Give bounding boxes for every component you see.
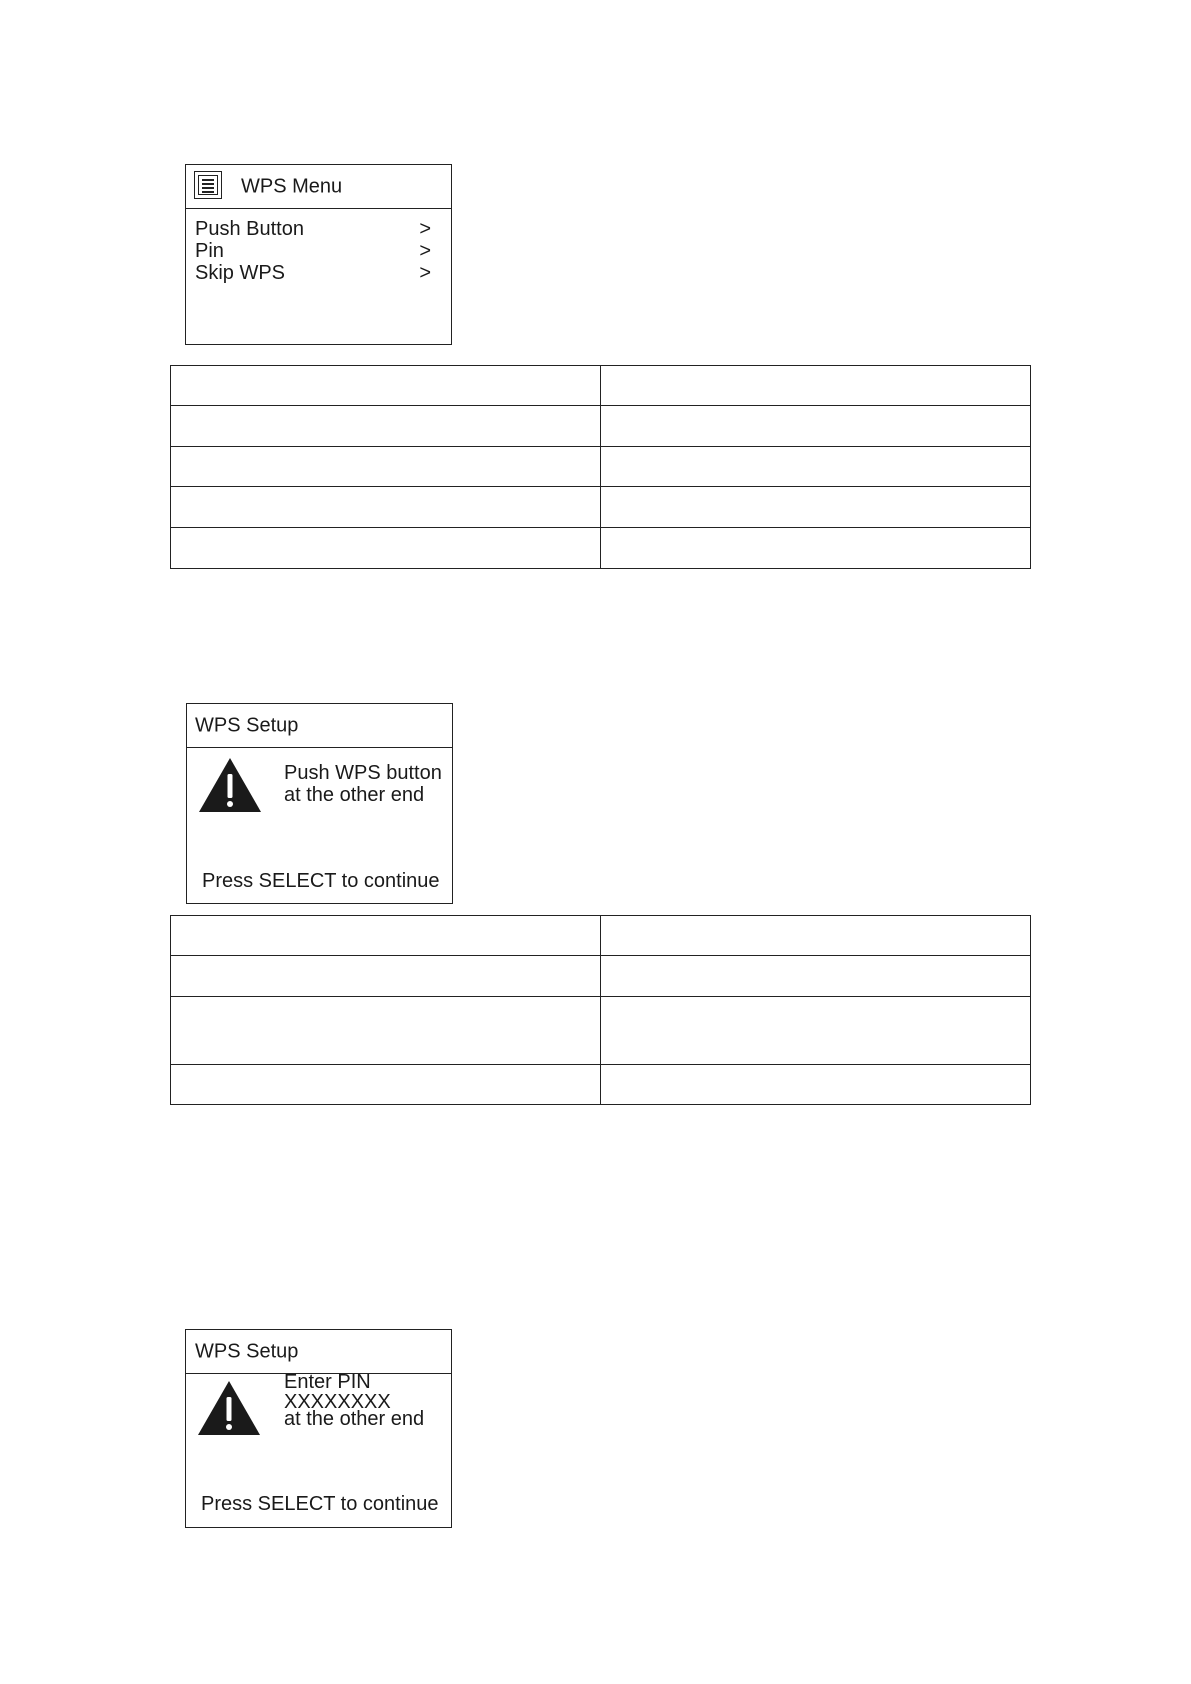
menu-item-pin[interactable] [195, 240, 431, 262]
pin-value: XXXXXXXX [284, 1391, 391, 1413]
table-row [171, 366, 1031, 406]
message-line-1: Enter PIN [284, 1371, 371, 1393]
table-cell [601, 916, 1031, 956]
pin-message [284, 1372, 424, 1429]
menu-item-label: Push Button [195, 218, 304, 240]
message-line-1: Push WPS button [284, 762, 442, 784]
table-cell [171, 997, 601, 1065]
table-cell [171, 916, 601, 956]
table-row [171, 1065, 1031, 1105]
table-row [171, 997, 1031, 1065]
wps-menu-screen [185, 164, 452, 345]
table-cell [601, 487, 1031, 528]
wps-setup-title: WPS Setup [195, 714, 299, 736]
warning-message [284, 762, 442, 806]
wps-setup-title-bar [186, 1330, 451, 1374]
wps-menu-title: WPS Menu [241, 175, 343, 197]
table-row [171, 406, 1031, 447]
table-cell [601, 366, 1031, 406]
chevron-right-icon: > [419, 240, 431, 262]
warning-icon [197, 756, 263, 814]
table-row [171, 916, 1031, 956]
table-row [171, 528, 1031, 569]
menu-item-skip-wps[interactable] [195, 262, 431, 284]
table-cell [601, 1065, 1031, 1105]
table-cell [601, 406, 1031, 447]
table-2 [170, 915, 1031, 1105]
table-cell [171, 956, 601, 997]
table-cell [601, 528, 1031, 569]
table-cell [171, 1065, 601, 1105]
message-line-2: at the other end [284, 784, 425, 806]
table-cell [601, 997, 1031, 1065]
wps-setup-title-bar [187, 704, 452, 748]
wps-setup-push-screen [186, 703, 453, 904]
table-cell [171, 447, 601, 487]
menu-item-label: Pin [195, 240, 224, 262]
menu-item-label: Skip WPS [195, 262, 286, 284]
table-cell [601, 447, 1031, 487]
table-row [171, 447, 1031, 487]
table-cell [601, 956, 1031, 997]
wps-setup-pin-screen [185, 1329, 452, 1528]
wps-setup-title: WPS Setup [195, 1340, 299, 1362]
chevron-right-icon: > [419, 262, 431, 284]
table-cell [171, 366, 601, 406]
table-row [171, 487, 1031, 528]
press-select-hint: Press SELECT to continue [202, 870, 440, 892]
menu-list-icon [194, 171, 222, 199]
wps-menu-title-bar [186, 165, 451, 209]
table-cell [171, 406, 601, 447]
table-row [171, 956, 1031, 997]
menu-item-push-button[interactable] [195, 218, 431, 240]
table-1 [170, 365, 1031, 569]
chevron-right-icon: > [419, 218, 431, 240]
warning-icon [196, 1379, 262, 1437]
press-select-hint: Press SELECT to continue [201, 1493, 439, 1515]
table-cell [171, 487, 601, 528]
message-line-3: at the other end [284, 1408, 425, 1430]
table-cell [171, 528, 601, 569]
